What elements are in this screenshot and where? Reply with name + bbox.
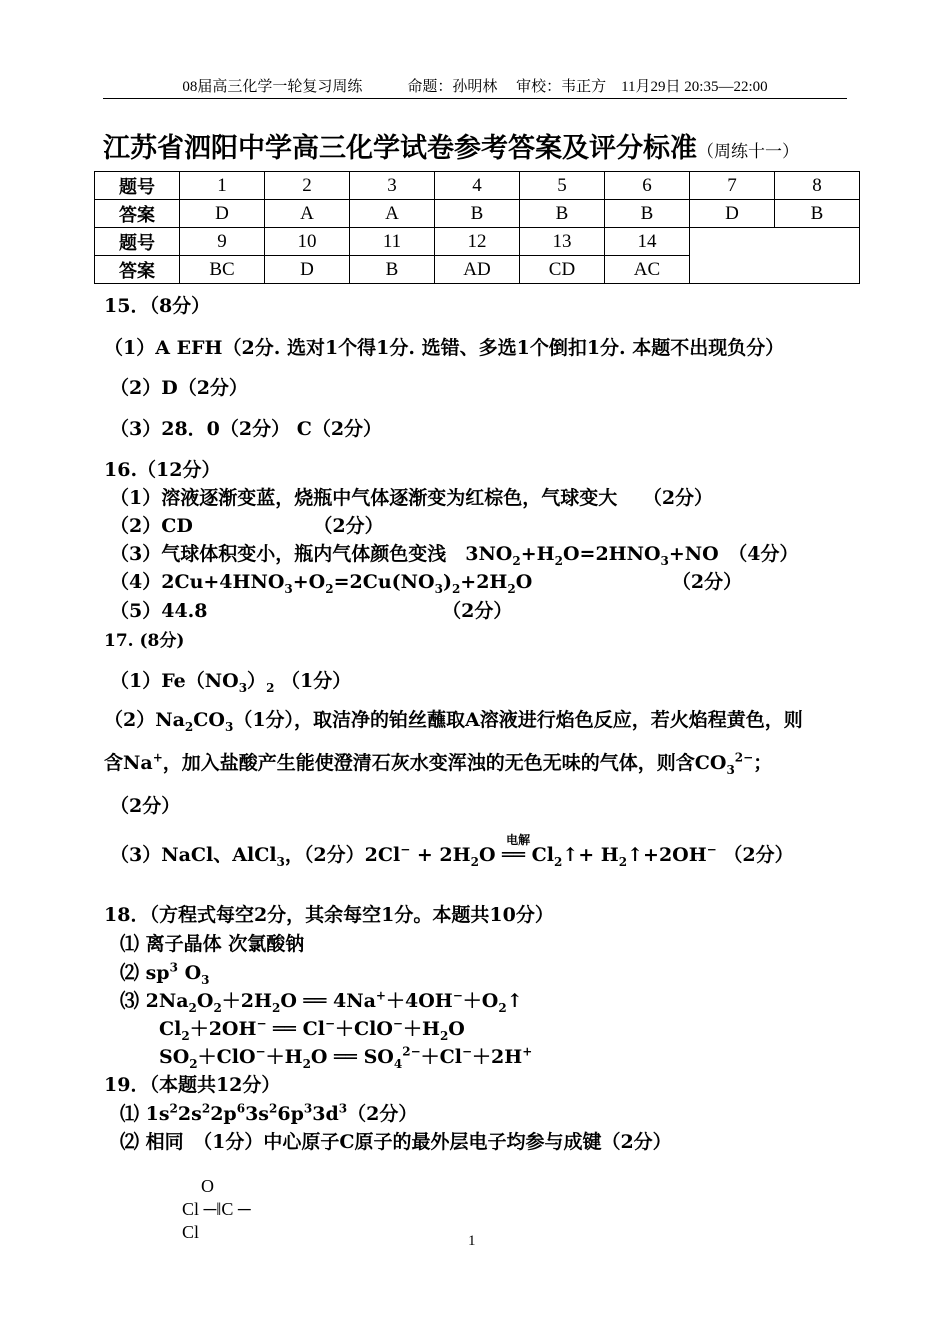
q19-line-2: ⑵ 相同 （1分）中心原子C原子的最外层电子均参与成键（2分） [120,1131,672,1153]
title-main: 江苏省泗阳中学高三化学试卷参考答案及评分标准 [103,133,697,164]
table-cell: 11 [350,228,435,256]
table-cell: A [350,200,435,228]
q17-heading: 17. (8分) [104,631,185,651]
structure-row-3: Cl [182,1222,200,1242]
table-row-label: 答案 [95,256,180,284]
table-cell: 5 [520,172,605,200]
page-title [103,126,863,165]
table-cell: 10 [265,228,350,256]
electrolysis-sign: 电解 ══ [502,833,531,866]
page-header: 08届高三化学一轮复习周练 命题：孙明林 审校：韦正方 11月29日 20:35—22:00 [103,76,847,99]
table-cell: 8 [775,172,860,200]
q15-line-2: （2）D（2分） [110,377,248,399]
q18-line-1: ⑴ 离子晶体 次氯酸钠 [120,933,305,955]
table-cell: D [690,200,775,228]
table-cell: B [350,256,435,284]
table-cell: BC [180,256,265,284]
q17-line-1: $(1)Fe(NO_3)_2$ （1分） [110,670,352,695]
table-row-label: 答案 [95,200,180,228]
q17-line-5: （3）NaCl、AlCl$_3$，（2分）$2Cl^- + 2H_2O$ 电解 ══ $Cl_2↑+$ $H_2↑+2OH^-$ （2分） [110,833,794,869]
q18-line-3: ⑶ $2Na_2O_2+2H_2O$ ══ $4Na^++4OH^-+O_2↑$ [120,988,523,1015]
q15-line-3: （3）28．0（2分） C（2分） [110,418,383,440]
q18-heading: 18．（方程式每空2分，其余每空1分。本题共10分） [104,904,554,926]
q17-line-4: （2分） [110,795,181,817]
table-cell: B [435,200,520,228]
table-cell: AD [435,256,520,284]
table-row [95,200,860,228]
page-number: 1 [468,1233,476,1249]
table-cell: 9 [180,228,265,256]
q16-line-1: （1）溶液逐渐变蓝，烧瓶中气体逐渐变为红棕色，气球变大 （2分） [110,487,714,509]
title-sub: （周练十一） [697,142,799,162]
table-cell: 13 [520,228,605,256]
answer-table [94,171,860,284]
table-cell: A [265,200,350,228]
q16-line-2: （2）CD （2分） [110,515,384,537]
q18-line-2: ⑵ $sp^3$ $O_3$ [120,960,210,987]
q16-line-4: $(4)2Cu+4HNO_3+O_2=2Cu(NO_3)_2+2H_2O$ （2分） [110,571,743,596]
table-cell: B [520,200,605,228]
q19-line-1: ⑴ $1s^22s^22p^63s^26p^33d^3(2$分） [120,1101,418,1125]
structure-oxygen: O [201,1176,214,1196]
q17-line-3: 含Na+，加入盐酸产生能使澄清石灰水变浑浊的无色无味的气体，则含$CO_3^{2-}$； [104,750,773,777]
table-cell: 12 [435,228,520,256]
table-row-label: 题号 [95,172,180,200]
table-cell: D [265,256,350,284]
table-row-label: 题号 [95,228,180,256]
structure-row-2: Cl ─‖C ─ [182,1199,251,1219]
q15-heading: 15．（8分） [104,295,211,317]
table-cell: 2 [265,172,350,200]
q17-line-2: $(2)Na_2CO_3(1$分），取洁净的铂丝蘸取A溶液进行焰色反应，若火焰程黄色，则 [104,709,803,734]
table-row [95,172,860,200]
table-cell: 1 [180,172,265,200]
table-cell: B [775,200,860,228]
q16-heading: 16.（12分） [104,459,221,481]
q18-line-5: $SO_2+ClO^-+H_2O$ ══ $SO_4^{2-}+Cl^-+2H^+$ [159,1044,533,1071]
table-cell: 14 [605,228,690,256]
q15-line-1: （1）A EFH（2分. 选对1个得1分. 选错、多选1个倒扣1分. 本题不出现负分） [104,337,785,359]
table-row [95,228,860,256]
q19-heading: 19．（本题共12分） [104,1074,281,1096]
table-cell: 7 [690,172,775,200]
table-cell: CD [520,256,605,284]
table-cell: 6 [605,172,690,200]
table-cell: 3 [350,172,435,200]
q16-line-5: （5）44.8 （2分） [110,600,513,622]
table-cell: B [605,200,690,228]
table-cell: 4 [435,172,520,200]
table-empty-cell [690,228,860,284]
q18-line-4: $Cl_2+2OH^-$ ══ $Cl^-+ClO^-+H_2O$ [159,1016,465,1043]
table-cell: D [180,200,265,228]
q16-line-3: （3）气球体积变小，瓶内气体颜色变浅 $3NO_2+H_2O=2HNO_3+NO$ （4分） [110,543,799,568]
table-cell: AC [605,256,690,284]
